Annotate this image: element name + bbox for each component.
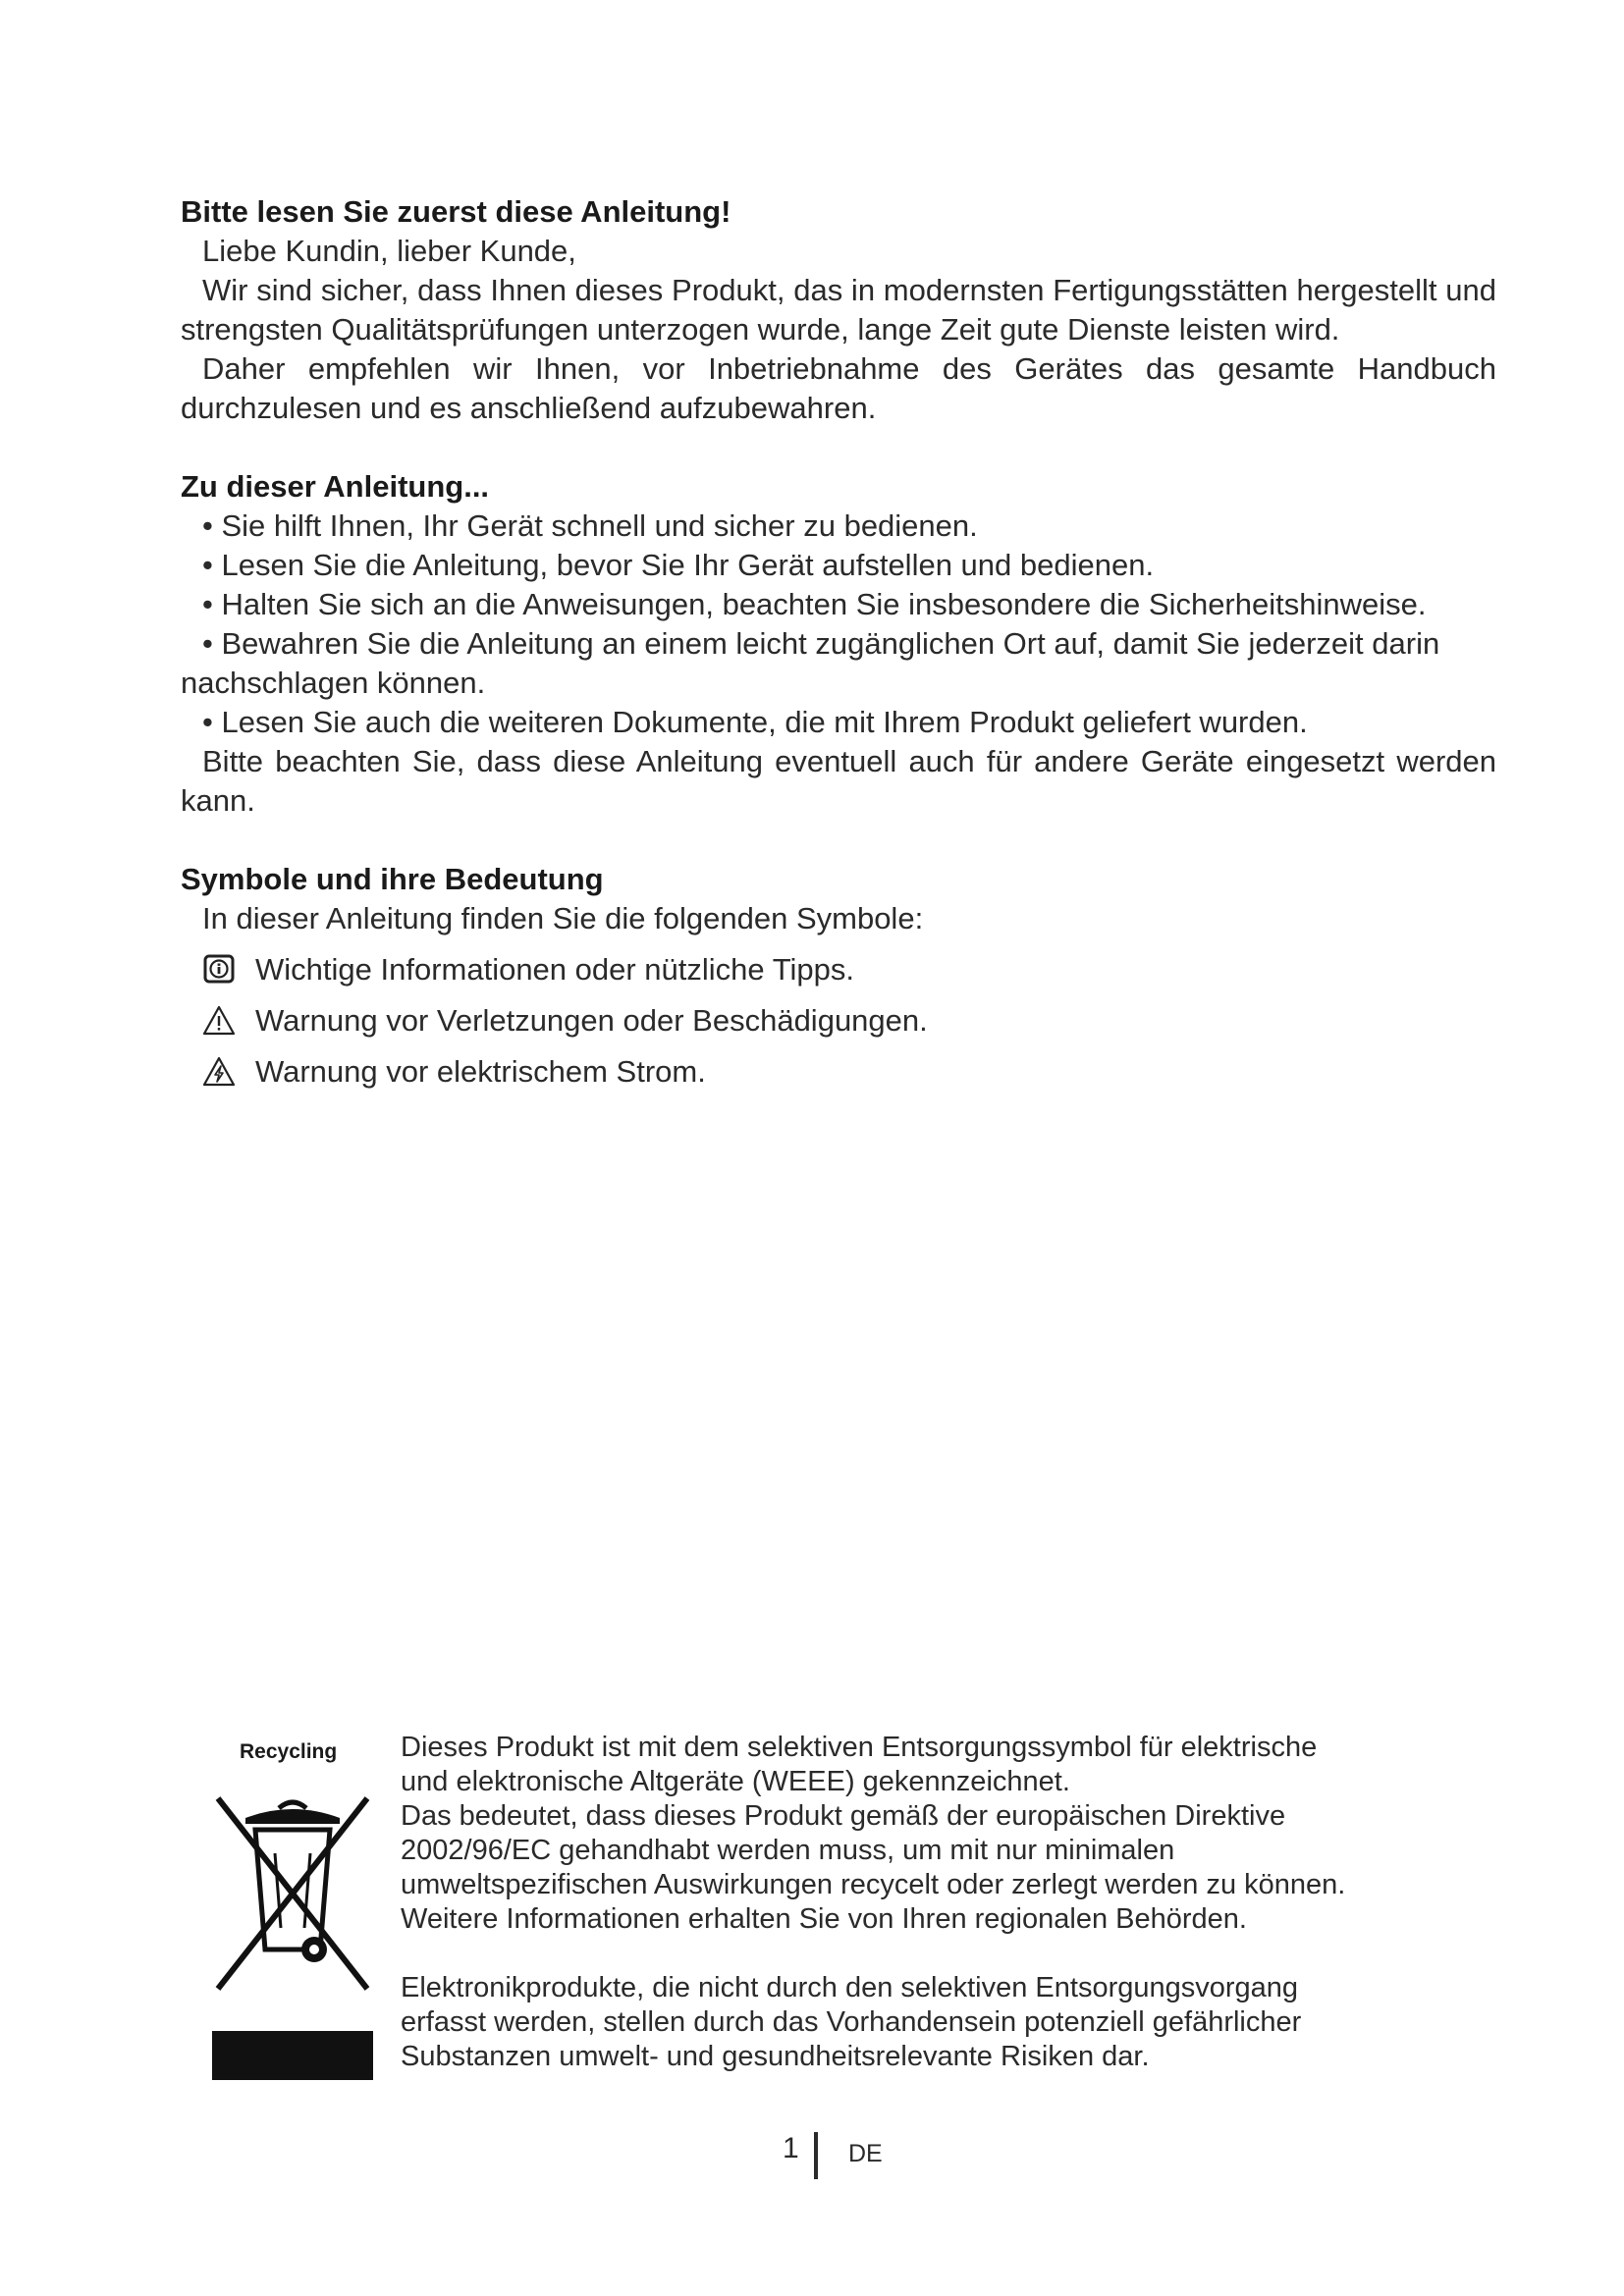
recycling-label: Recycling [240, 1740, 338, 1763]
main-content [181, 192, 1496, 1097]
weee-underline-bar [212, 2031, 373, 2080]
symbols-intro: In dieser Anleitung finden Sie die folgenden Symbole: [202, 901, 924, 935]
bullet-item: • Lesen Sie die Anleitung, bevor Sie Ihr Gerät aufstellen und bedienen. [202, 548, 1155, 582]
warning-icon [202, 1004, 236, 1038]
electric-warning-icon [202, 1055, 236, 1089]
language-code: DE [848, 2140, 883, 2167]
salutation: Liebe Kundin, lieber Kunde, [202, 234, 576, 268]
intro-paragraph: Wir sind sicher, dass Ihnen dieses Produkt, das in modernsten Fertigungsstätten hergestellt und strengsten Qualitätsprüfungen unterzogen wurde, lange Zeit gute Dienste leisten wird. [181, 273, 1496, 347]
footer-divider [814, 2132, 818, 2179]
recycling-line: Elektronikprodukte, die nicht durch den selektiven Entsorgungsvorgang [401, 1972, 1299, 2003]
section-heading-read-first: Bitte lesen Sie zuerst diese Anleitung! [181, 194, 731, 229]
recycling-line: Substanzen umwelt- und gesundheitsrelevante Risiken dar. [401, 2041, 1150, 2072]
info-icon [202, 953, 236, 987]
symbol-description: Warnung vor Verletzungen oder Beschädigungen. [255, 1003, 928, 1038]
symbol-row-info [202, 944, 1496, 995]
recycling-line: und elektronische Altgeräte (WEEE) gekennzeichnet. [401, 1766, 1070, 1797]
applicability-note: Bitte beachten Sie, dass diese Anleitung eventuell auch für andere Geräte eingesetzt werden kann. [181, 744, 1496, 818]
symbol-description: Warnung vor elektrischem Strom. [255, 1054, 706, 1089]
recycling-line: Das bedeutet, dass dieses Produkt gemäß der europäischen Direktive [401, 1800, 1286, 1832]
recommendation-paragraph: Daher empfehlen wir Ihnen, vor Inbetriebnahme des Gerätes das gesamte Handbuch durchzulesen und es anschließend aufzubewahren. [181, 351, 1496, 425]
symbol-description: Wichtige Informationen oder nützliche Tipps. [255, 952, 854, 987]
recycling-line: umweltspezifischen Auswirkungen recycelt oder zerlegt werden zu können. [401, 1869, 1346, 1900]
symbol-row-electric [202, 1046, 1496, 1097]
bullet-item: • Halten Sie sich an die Anweisungen, beachten Sie insbesondere die Sicherheitshinweise. [202, 587, 1427, 621]
recycling-line: erfasst werden, stellen durch das Vorhandensein potenziell gefährlicher [401, 2006, 1302, 2038]
section-heading-symbols: Symbole und ihre Bedeutung [181, 862, 604, 896]
recycling-line: Weitere Informationen erhalten Sie von Ihren regionalen Behörden. [401, 1903, 1247, 1935]
recycling-text [401, 1731, 1441, 2074]
symbol-row-warning [202, 995, 1496, 1046]
section-heading-about-manual: Zu dieser Anleitung... [181, 469, 490, 504]
bullet-item: • Bewahren Sie die Anleitung an einem leicht zugänglichen Ort auf, damit Sie jederzeit darin nachschlagen können. [181, 626, 1440, 700]
page-footer [0, 2132, 1624, 2181]
recycling-line: 2002/96/EC gehandhabt werden muss, um mit nur minimalen [401, 1835, 1175, 1866]
recycling-line: Dieses Produkt ist mit dem selektiven Entsorgungssymbol für elektrische [401, 1732, 1318, 1763]
weee-crossed-bin-icon [210, 1792, 375, 1995]
page-number: 1 [783, 2132, 799, 2164]
bullet-item: • Lesen Sie auch die weiteren Dokumente, die mit Ihrem Produkt geliefert wurden. [202, 705, 1308, 739]
bullet-item: • Sie hilft Ihnen, Ihr Gerät schnell und sicher zu bedienen. [202, 508, 978, 543]
